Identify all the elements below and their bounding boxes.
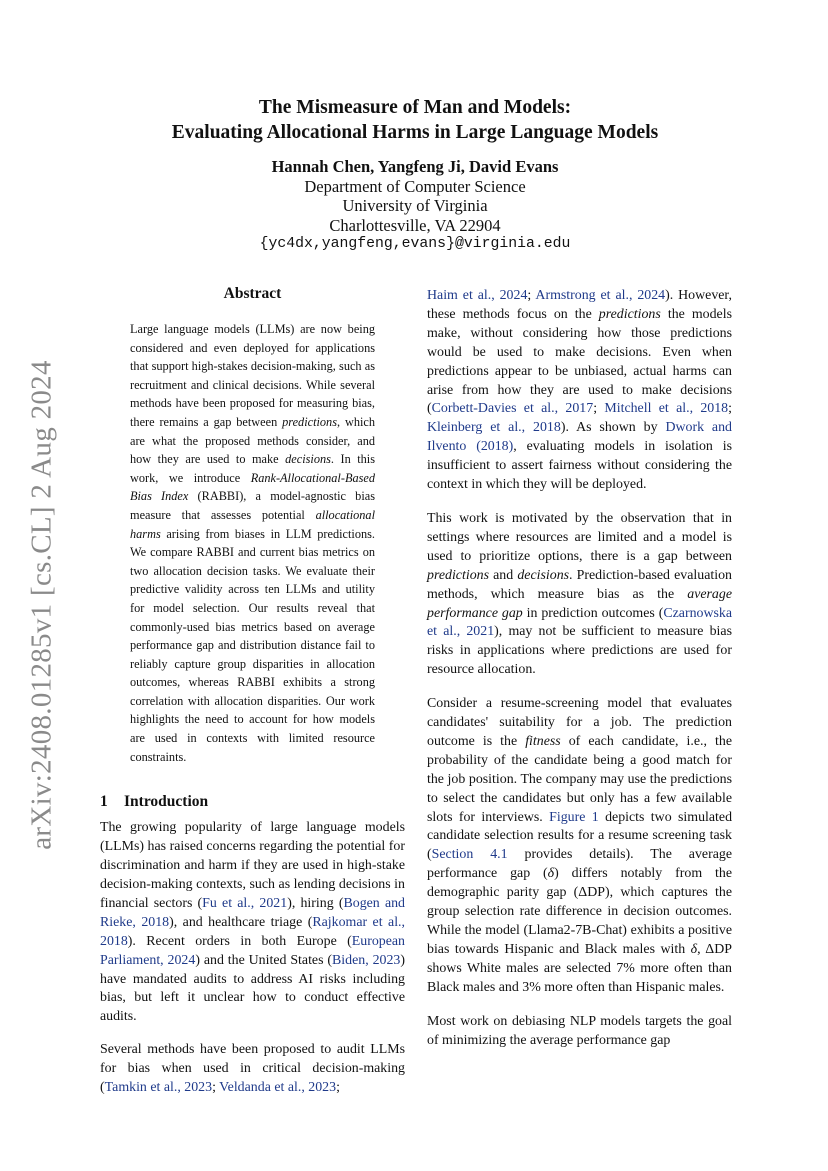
- emphasis-text: predictions: [427, 567, 489, 583]
- author-names: Hannah Chen, Yangfeng Ji, David Evans: [271, 157, 559, 176]
- university: University of Virginia: [342, 196, 488, 215]
- citation-link[interactable]: Fu et al., 2021: [202, 895, 288, 911]
- section-heading-introduction: [100, 793, 405, 811]
- body-text: provides details). The average performance gap (: [427, 847, 732, 882]
- body-text: ) differs notably from the demographic parity gap (ΔDP), which captures the group selection rate difference in decision outcomes. While the model (Llama2-7B-Chat) exhibits a positive bias towards Hispanic and Black males with: [427, 866, 733, 957]
- citation-link[interactable]: Mitchell et al., 2018: [604, 401, 729, 417]
- abstract-emphasis: decisions: [285, 452, 331, 467]
- emphasis-text: δ: [690, 941, 698, 957]
- section-title: Introduction: [124, 793, 209, 811]
- body-text: , ΔDP shows White males are selected 7% more often than Black males and 3% more often than Hispanic males.: [427, 941, 733, 995]
- section-number: 1: [100, 793, 108, 811]
- citation-link[interactable]: Czarnowska et al., 2021: [427, 605, 733, 640]
- emphasis-text: δ: [547, 866, 555, 882]
- right-paragraph-2: [427, 510, 732, 680]
- body-text: This work is motivated by the observation that in settings where resources are limited and a model is used to prioritize options, there is a gap between: [427, 510, 732, 564]
- body-text: in prediction outcomes (: [522, 605, 664, 621]
- body-text: . Prediction-based evaluation methods, which measure bias as the: [427, 567, 732, 602]
- emphasis-text: decisions: [517, 567, 570, 583]
- intro-paragraph-2: [100, 1041, 405, 1098]
- intro-paragraph-1: [100, 819, 405, 1027]
- arxiv-identifier-stamp: [22, 360, 62, 850]
- citation-link[interactable]: Kleinberg et al., 2018: [427, 420, 561, 436]
- citation-link[interactable]: Armstrong et al., 2024: [535, 288, 666, 303]
- body-text: ;: [527, 288, 536, 303]
- right-paragraph-4: [427, 1013, 732, 1051]
- body-text: ) and the United States (: [195, 952, 333, 968]
- body-text: ;: [593, 401, 605, 417]
- arxiv-id-text: arXiv:2408.01285v1 [cs.CL] 2 Aug 2024: [25, 360, 58, 850]
- abstract-text-part: arising from biases in LLM predictions. We compare RABBI and current bias metrics on two allocation decision tasks. We evaluate their predictive validity across ten LLMs and utility for model selection. Our results reveal that commonly-used bias metrics based on average performance gap and distribution distance fail to reliably capture group disparities in allocation outcomes, whereas RABBI exhibits a strong correlation with allocation disparities. Our work highlights the need to account for how models are used in contexts with limited resource constraints.: [130, 526, 375, 764]
- abstract-text-part: Large language models (LLMs) are now being considered and even deployed for applications that support high-stakes decision-making, such as recruitment and clinical decisions. While several methods have been proposed for measuring bias, there remains a gap between: [130, 322, 375, 429]
- citation-link[interactable]: Rajkomar et al., 2018: [100, 914, 405, 949]
- abstract-emphasis: allocational harms: [130, 507, 375, 541]
- figure-reference-link[interactable]: Figure 1: [549, 809, 599, 825]
- body-text: and: [489, 567, 518, 583]
- abstract-text-part: . In this work, we introduce: [130, 452, 376, 485]
- emphasis-text: fitness: [525, 733, 561, 749]
- body-text: ), and healthcare triage (: [169, 914, 313, 930]
- author-emails: {yc4dx,yangfeng,evans}@virginia.edu: [259, 236, 571, 252]
- citation-link[interactable]: Tamkin et al., 2023: [104, 1080, 213, 1096]
- body-text: the models make, without considering how those predictions would be used to make decisions. Even when predictions appear to be unbiased, actual harms can arise from how they are used to make decisions (: [427, 306, 732, 417]
- title-line-1: The Mismeasure of Man and Models:: [258, 97, 572, 118]
- body-text: ). However, these methods focus on the: [427, 288, 732, 322]
- body-text: Most work on debiasing NLP models targets the goal of minimizing the average performance gap: [427, 1013, 732, 1048]
- citation-link[interactable]: Bogen and Rieke, 2018: [100, 895, 405, 930]
- body-text: depicts two simulated candidate selection results for a resume screening task (: [427, 809, 733, 863]
- abstract-text-part: , which are what the proposed methods consider, and how they are used to make: [130, 414, 375, 467]
- citation-link[interactable]: Biden, 2023: [332, 952, 401, 968]
- citation-link[interactable]: Haim et al., 2024: [427, 288, 528, 303]
- body-text: ;: [336, 1080, 340, 1096]
- right-paragraph-1: [427, 287, 732, 495]
- author-block: [100, 157, 730, 255]
- abstract-emphasis: predictions: [282, 414, 337, 429]
- body-text: of each candidate, i.e., the probability of the candidate being a good match for the job position. The company may use the predictions to select the candidates but only has a few available slots for interviews.: [427, 733, 732, 825]
- body-text: ). Recent orders in both Europe (: [127, 933, 352, 949]
- body-text: , evaluating models in isolation is insufficient to assert fairness without considering the context in which they will be deployed.: [427, 439, 733, 493]
- left-column: [100, 285, 405, 1112]
- citation-link[interactable]: Dwork and Ilvento (2018): [427, 420, 732, 455]
- emphasis-text: average performance gap: [427, 586, 732, 621]
- body-text: ;: [212, 1080, 220, 1096]
- title-line-2: Evaluating Allocational Harms in Large Language Models: [171, 122, 659, 143]
- body-text: ;: [728, 401, 732, 417]
- body-text: ) have mandated audits to address AI risks including bias, but left it unclear how to conduct effective audits.: [100, 952, 405, 1025]
- section-reference-link[interactable]: Section 4.1: [431, 847, 508, 863]
- abstract-emphasis: Rank-Allocational-Based Bias Index: [130, 470, 375, 504]
- body-text: ), hiring (: [287, 895, 344, 911]
- citation-link[interactable]: Corbett-Davies et al., 2017: [431, 401, 594, 417]
- abstract-heading: Abstract: [223, 285, 282, 302]
- emphasis-text: predictions: [598, 306, 661, 322]
- abstract-text: [130, 320, 375, 766]
- paper-title: [100, 95, 730, 145]
- department: Department of Computer Science: [304, 176, 526, 196]
- right-paragraph-3: [427, 695, 732, 998]
- abstract-text-part: (RABBI), a model-agnostic bias measure that assesses potential: [130, 489, 375, 522]
- right-column: [427, 287, 732, 1065]
- body-text: The growing popularity of large language models (LLMs) has raised concerns regarding the potential for discrimination and harm if they are used in high-stake decision-making contexts, such as lending decisions in financial sectors (: [100, 820, 405, 911]
- body-text: Consider a resume-screening model that evaluates candidates' suitability for a job. The prediction outcome is the: [427, 696, 732, 749]
- location: Charlottesville, VA 22904: [329, 215, 501, 235]
- citation-link[interactable]: European Parliament, 2024: [100, 933, 405, 968]
- body-text: ), may not be sufficient to measure bias risks in applications where predictions are used for resource allocation.: [427, 624, 732, 678]
- body-text: Several methods have been proposed to audit LLMs for bias when used in critical decision-making (: [100, 1042, 405, 1096]
- citation-link[interactable]: Veldanda et al., 2023: [219, 1080, 337, 1096]
- body-text: ). As shown by: [560, 420, 666, 436]
